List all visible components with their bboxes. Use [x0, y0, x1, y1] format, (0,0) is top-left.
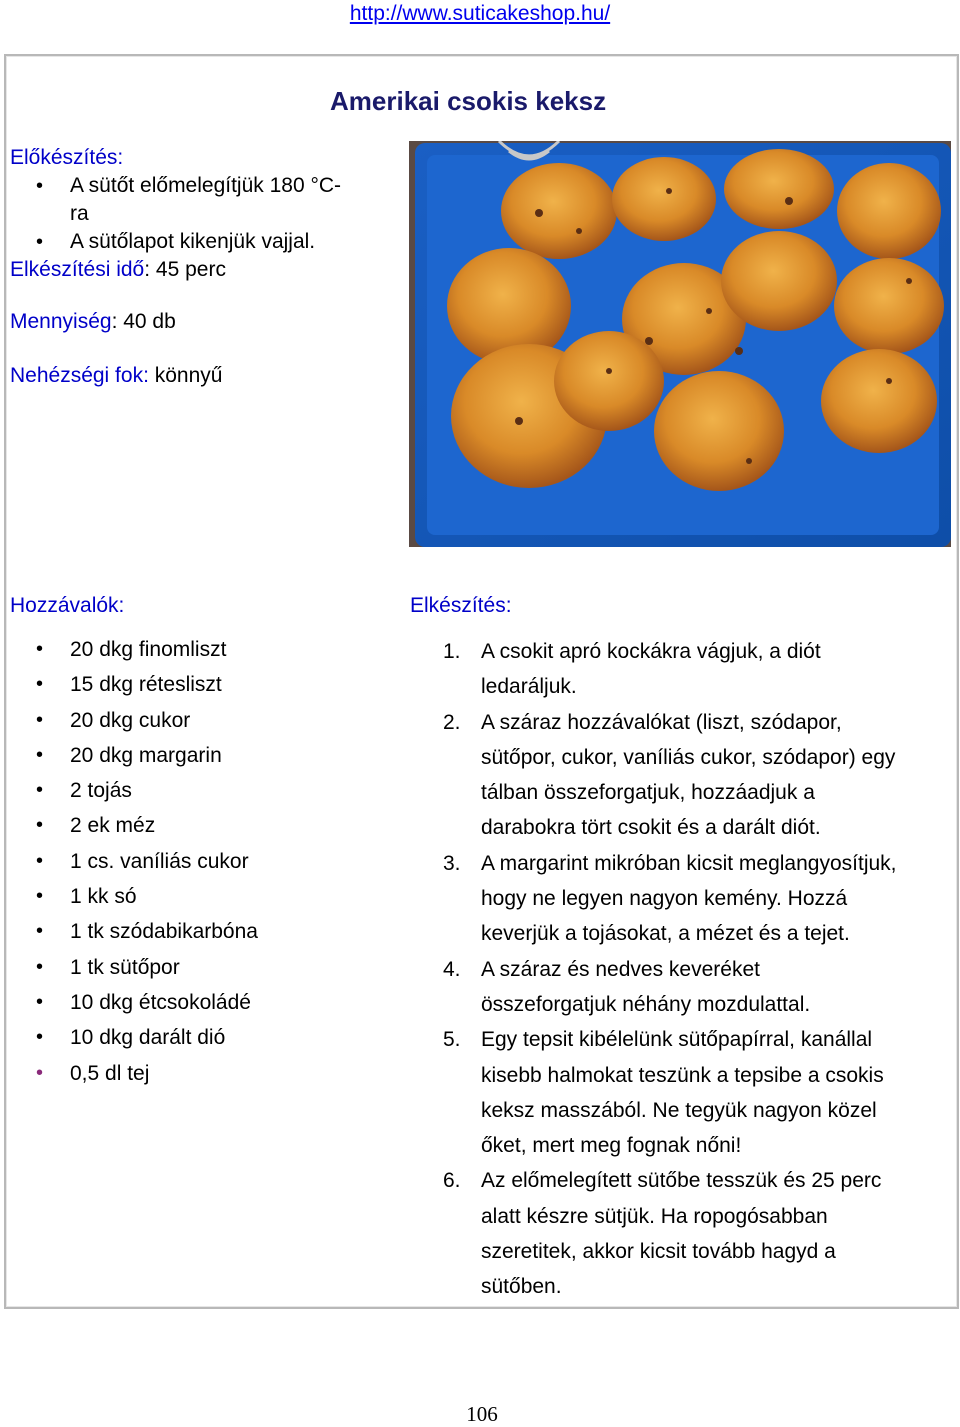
method-step: 2. A száraz hozzávalókat (liszt, szódapor, sütőpor, cukor, vaníliás cukor, szódapor) egy tálban összeforgatjuk, hozzáadjuk a darabokra tört csokit és a darált diót.: [443, 710, 896, 840]
prep-list: [0, 172, 341, 256]
ingredient-item: • 20 dkg cukor: [0, 703, 258, 738]
ingredient-item: • 1 cs. vaníliás cukor: [0, 844, 258, 879]
prep-label: Előkészítés:: [10, 146, 124, 169]
ingredient-item: • 10 dkg darált dió: [0, 1020, 258, 1055]
method-step: 4. A száraz és nedves keveréket összeforgatjuk néhány mozdulattal.: [443, 957, 811, 1016]
cook-time: Elkészítési idő: 45 perc: [10, 258, 226, 281]
cookies-photo: [409, 141, 951, 547]
page-number: 106: [466, 1402, 498, 1426]
ingredients-list: [0, 632, 258, 1091]
method-step: 3. A margarint mikróban kicsit meglangyosítjuk, hogy ne legyen nagyon kemény. Hozzá keverjük a tojásokat, a mézet és a tejet.: [443, 851, 897, 946]
method-step: 1. A csokit apró kockákra vágjuk, a diót ledaráljuk.: [443, 640, 821, 699]
ingredient-item: • 1 tk sütőpor: [0, 950, 258, 985]
prep-item: • A sütőt előmelegítjük 180 °C- ra: [0, 172, 341, 228]
quantity: Mennyiség: 40 db: [10, 310, 176, 333]
ingredient-item: • 20 dkg finomliszt: [0, 632, 258, 667]
ingredient-item: • 15 dkg rétesliszt: [0, 667, 258, 702]
difficulty: Nehézségi fok: könnyű: [10, 364, 223, 387]
prep-item: • A sütőlapot kikenjük vajjal.: [0, 228, 341, 256]
ingredient-item: • 10 dkg étcsokoládé: [0, 985, 258, 1020]
recipe-title: Amerikai csokis keksz: [330, 86, 607, 116]
ingredient-item: • 2 ek méz: [0, 808, 258, 843]
method-label: Elkészítés:: [410, 594, 512, 617]
ingredient-item: • 1 tk szódabikarbóna: [0, 914, 258, 949]
ingredients-label: Hozzávalók:: [10, 594, 125, 617]
ingredient-item: • 2 tojás: [0, 773, 258, 808]
method-steps: [443, 634, 958, 1305]
site-url-link[interactable]: http://www.suticakeshop.hu/: [349, 2, 611, 25]
ingredient-item: • 20 dkg margarin: [0, 738, 258, 773]
ingredient-item: • 0,5 dl tej: [0, 1056, 258, 1091]
method-step: 6. Az előmelegített sütőbe tesszük és 25 perc alatt készre sütjük. Ha ropogósabban szeretitek, akkor kicsit tovább hagyd a sütőben.: [443, 1169, 882, 1299]
method-step: 5. Egy tepsit kibélelünk sütőpapírral, kanállal kisebb halmokat teszünk a tepsibe a csokis keksz masszából. Ne tegyük nagyon közel őket, mert meg fognak nőni!: [443, 1028, 884, 1158]
ingredient-item: • 1 kk só: [0, 879, 258, 914]
